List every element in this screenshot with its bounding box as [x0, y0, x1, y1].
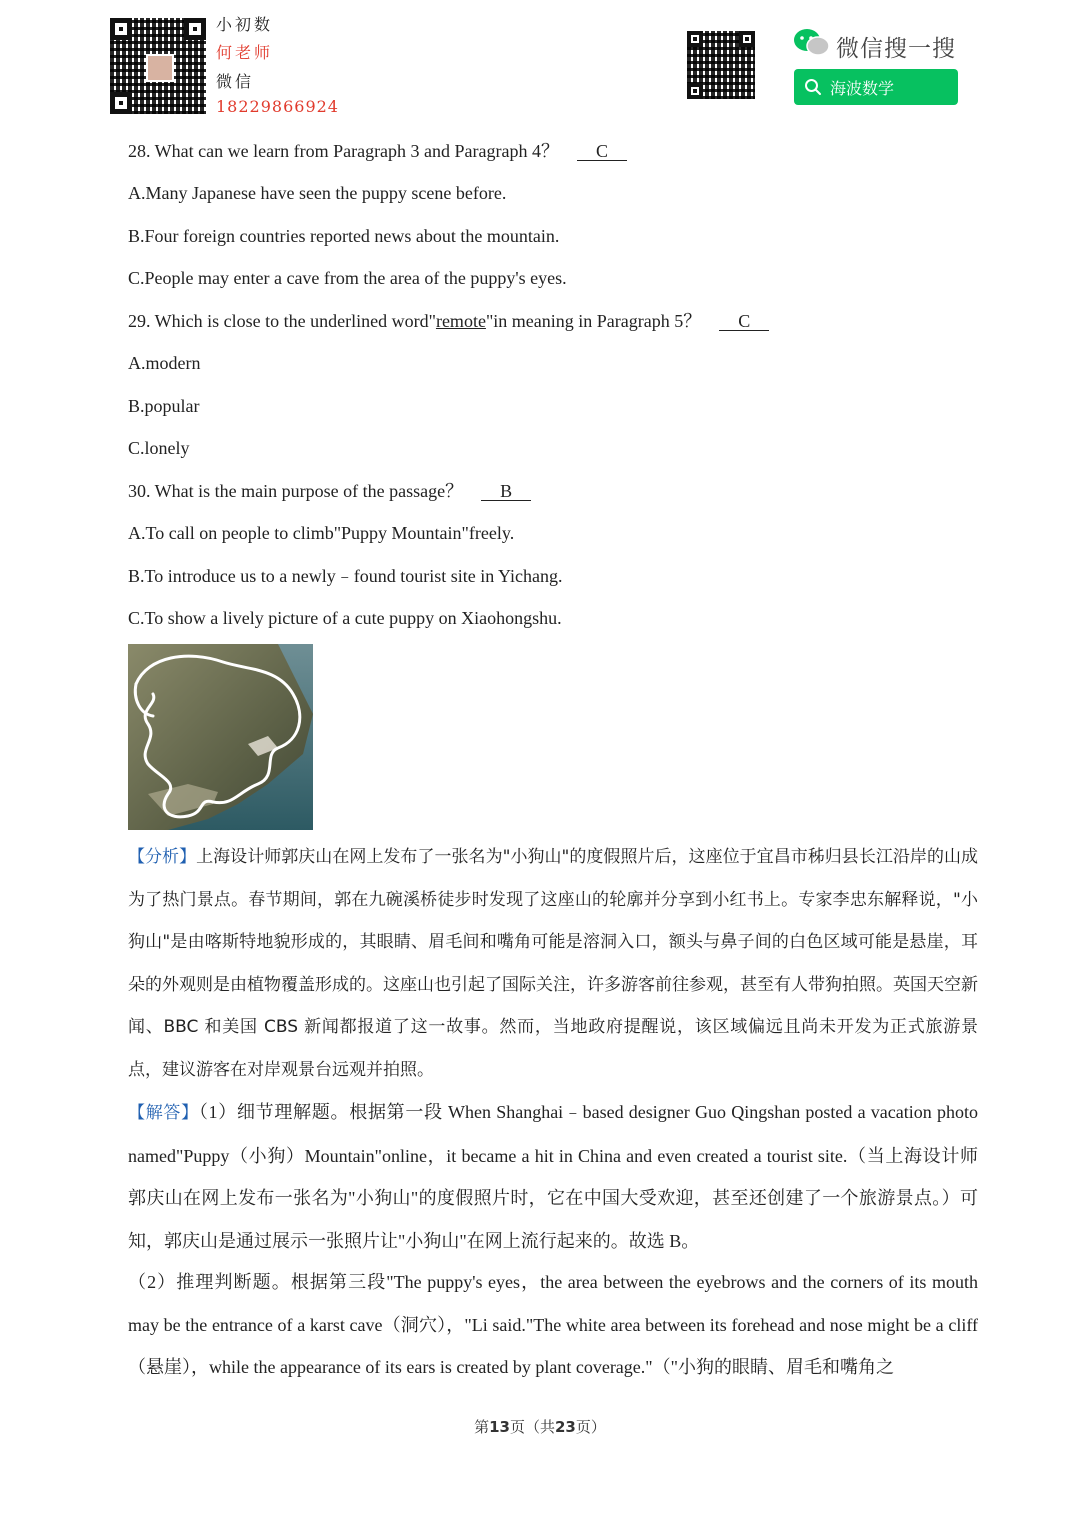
solution-paragraph-1: [128, 1091, 978, 1262]
header-phone: 18229866924: [216, 97, 339, 116]
qr-code-teacher: [110, 18, 206, 114]
question-stem-before: 29. Which is close to the underlined word": [128, 311, 436, 331]
answer-blank: C: [577, 142, 627, 161]
footer-prefix: 第: [474, 1418, 490, 1436]
header-label-teacher: 何老师: [216, 43, 274, 62]
search-icon: [804, 78, 822, 96]
question-28: [128, 140, 627, 162]
search-button[interactable]: [794, 69, 958, 105]
option-c: C.People may enter a cave from the area of the puppy's eyes.: [128, 268, 567, 288]
header-label-xiaochushu: 小初数: [216, 15, 274, 34]
answer-blank: B: [481, 482, 531, 501]
question-stem-after: "in meaning in Paragraph 5？: [485, 311, 702, 331]
question-stem: 28. What can we learn from Paragraph 3 and Paragraph 4？: [128, 141, 560, 161]
option-c: C.To show a lively picture of a cute puppy on Xiaohongshu.: [128, 608, 562, 628]
page-total: 23: [555, 1418, 576, 1436]
solution-paragraph-2: [128, 1261, 978, 1389]
option-b: B.To introduce us to a newly﹣found tourist site in Yichang.: [128, 566, 563, 586]
footer-suffix: 页）: [575, 1418, 606, 1436]
wechat-search-title: 微信搜一搜: [836, 36, 956, 62]
option-b: B.Four foreign countries reported news about the mountain.: [128, 226, 560, 246]
qr-code-search: [687, 31, 755, 99]
question-stem: 30. What is the main purpose of the passage？: [128, 481, 464, 501]
answer-blank: C: [719, 312, 769, 331]
option-a: A.Many Japanese have seen the puppy scene before.: [128, 183, 507, 203]
page-footer: [0, 1416, 1080, 1437]
solution-part-2: （2）推理判断题。根据第三段"The puppy's eyes，the area between the eyebrows and the corners of its mouth may be the entrance of a karst cave（洞穴），"Li said."The white area between its forehead and nose might be a cliff（悬崖），while the appearance of its ears is created by plant coverage."（"小狗的眼睛、眉毛和嘴角之: [128, 1272, 978, 1377]
search-button-label: 海波数学: [830, 78, 895, 98]
option-a: A.modern: [128, 353, 201, 373]
avatar: [146, 54, 174, 82]
analysis-tag: 【分析】: [128, 847, 197, 867]
solution-part-1: （1）细节理解题。根据第一段 When Shanghai﹣based designer Guo Qingshan posted a vacation photo named"Puppy（小狗）Mountain"online，it became a hit in China and even created a tourist site.（当上海设计师郭庆山在网上发布一张名为"小狗山"的度假照片时，它在中国大受欢迎，甚至还创建了一个旅游景点。）可知，郭庆山是通过展示一张照片让"小狗山"在网上流行起来的。故选 B。: [128, 1102, 978, 1251]
option-a: A.To call on people to climb"Puppy Mountain"freely.: [128, 523, 515, 543]
solution-tag: 【解答】: [128, 1103, 199, 1123]
page-number: 13: [489, 1418, 510, 1436]
question-30: [128, 480, 531, 502]
question-29: [128, 310, 769, 332]
analysis-text: 上海设计师郭庆山在网上发布了一张名为"小狗山"的度假照片后，这座位于宜昌市秭归县长江沿岸的山成为了热门景点。春节期间，郭在九碗溪桥徒步时发现了这座山的轮廓并分享到小红书上。专家李忠东解释说，"小狗山"是由喀斯特地貌形成的，其眼睛、眉毛间和嘴角可能是溶洞入口，额头与鼻子间的白色区域可能是悬崖，耳朵的外观则是由植物覆盖形成的。这座山也引起了国际关注，许多游客前往参观，甚至有人带狗拍照。英国天空新闻、BBC 和美国 CBS 新闻都报道了这一故事。然而，当地政府提醒说，该区域偏远且尚未开发为正式旅游景点，建议游客在对岸观景台远观并拍照。: [128, 847, 978, 1080]
analysis-paragraph: [128, 836, 978, 1091]
header-label-wechat: 微信: [216, 72, 255, 91]
option-b: B.popular: [128, 396, 200, 416]
puppy-mountain-photo: [128, 644, 313, 830]
footer-middle: 页（共: [509, 1418, 555, 1436]
option-c: C.lonely: [128, 438, 190, 458]
wechat-icon: [793, 28, 831, 58]
underlined-word: remote: [435, 311, 486, 331]
